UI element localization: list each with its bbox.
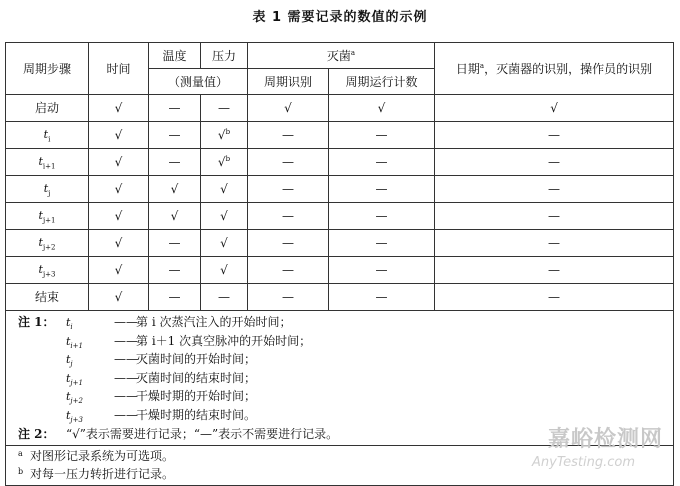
cell-cycle-counter: — xyxy=(329,149,435,176)
cell-date: — xyxy=(435,176,674,203)
step-label: t xyxy=(38,208,43,222)
note-symbol-t: t xyxy=(66,316,71,329)
step-subscript: i+1 xyxy=(42,162,56,171)
step-label: t xyxy=(38,235,43,249)
watermark-cn: 嘉峪检测网 xyxy=(548,427,664,452)
header-sterilizer xyxy=(248,43,435,69)
pressure-mark: b xyxy=(225,128,231,136)
step-label: t xyxy=(43,127,49,141)
cell-step xyxy=(6,176,89,203)
cell-date: √ xyxy=(435,95,674,122)
cell-temperature: — xyxy=(149,122,201,149)
cell-cycle-counter: — xyxy=(329,230,435,257)
step-subscript: j+3 xyxy=(42,270,56,279)
cell-date: — xyxy=(435,257,674,284)
note-text: 干燥时期的结束时间。 xyxy=(136,407,257,422)
cell-pressure xyxy=(201,257,248,284)
footnote-text: 对图形记录系统为可选项。 xyxy=(30,449,175,464)
table-row xyxy=(6,95,674,122)
cell-time: √ xyxy=(89,284,149,311)
table-caption: 表 1 需要记录的数值的示例 xyxy=(252,10,428,25)
cell-cycle-id: — xyxy=(248,149,329,176)
note-symbol-sub: j+1 xyxy=(70,378,83,387)
cell-pressure xyxy=(201,95,248,122)
cell-cycle-id: — xyxy=(248,122,329,149)
table-row xyxy=(6,257,674,284)
step-label: 结束 xyxy=(34,289,59,304)
header-date-mark: a xyxy=(479,62,485,70)
cell-cycle-id: √ xyxy=(248,95,329,122)
cell-temperature: — xyxy=(149,257,201,284)
header-pressure: 压力 xyxy=(201,43,248,69)
note-2-text: “√”表示需要进行记录；“—”表示不需要进行记录。 xyxy=(66,426,339,441)
table-row xyxy=(6,203,674,230)
header-date xyxy=(435,43,674,95)
note-1-line xyxy=(18,350,673,369)
note-text: 干燥时期的开始时间； xyxy=(136,389,257,404)
cell-cycle-counter: — xyxy=(329,284,435,311)
note-dash: —— xyxy=(114,389,138,404)
cell-time: √ xyxy=(89,230,149,257)
header-measured: （测量值） xyxy=(149,69,248,95)
footnote-mark: a xyxy=(18,449,23,459)
note-dash: —— xyxy=(114,333,138,348)
note-text: 灭菌时间的结束时间； xyxy=(136,370,257,385)
cell-step xyxy=(6,122,89,149)
cell-pressure xyxy=(201,284,248,311)
watermark-en: AnyTesting.com xyxy=(532,455,636,470)
cell-step xyxy=(6,284,89,311)
cell-cycle-id: — xyxy=(248,176,329,203)
cell-cycle-id: — xyxy=(248,230,329,257)
cell-temperature: √ xyxy=(149,176,201,203)
cell-cycle-counter: — xyxy=(329,203,435,230)
cell-temperature: — xyxy=(149,149,201,176)
note-symbol-t: t xyxy=(66,334,71,348)
cell-cycle-counter: — xyxy=(329,257,435,284)
cell-cycle-id: — xyxy=(248,284,329,311)
note-dash: —— xyxy=(114,407,138,422)
note-symbol-sub: i+1 xyxy=(70,341,83,350)
step-label: t xyxy=(43,181,49,195)
note-symbol-t: t xyxy=(66,371,71,385)
cell-date: — xyxy=(435,149,674,176)
cell-time: √ xyxy=(89,95,149,122)
cell-pressure xyxy=(201,122,248,149)
header-sterilizer-label: 灭菌 xyxy=(326,49,351,63)
pressure-value: √ xyxy=(220,182,228,196)
header-temperature: 温度 xyxy=(149,43,201,69)
cell-step xyxy=(6,95,89,122)
cell-pressure xyxy=(201,176,248,203)
note-dash: —— xyxy=(114,352,138,367)
pressure-value: — xyxy=(218,290,230,304)
cell-date: — xyxy=(435,203,674,230)
header-cycle-counter: 周期运行计数 xyxy=(329,69,435,95)
header-date-rest: ，灭菌器的识别，操作员的识别 xyxy=(484,62,653,76)
note-text: 灭菌时间的开始时间； xyxy=(136,352,257,367)
cell-cycle-id: — xyxy=(248,257,329,284)
cell-cycle-counter: √ xyxy=(329,95,435,122)
step-label: 启动 xyxy=(34,100,59,115)
step-subscript: j+2 xyxy=(42,243,56,252)
table-row xyxy=(6,176,674,203)
pressure-value: √ xyxy=(217,128,226,142)
note-dash: —— xyxy=(114,315,138,329)
note-symbol-t: t xyxy=(66,353,71,367)
step-subscript: i xyxy=(48,135,51,144)
cell-date: — xyxy=(435,284,674,311)
cell-date: — xyxy=(435,230,674,257)
cell-time: √ xyxy=(89,149,149,176)
pressure-value: √ xyxy=(220,263,228,277)
table-row xyxy=(6,284,674,311)
note-1-line xyxy=(18,369,673,388)
pressure-value: √ xyxy=(220,236,228,250)
header-date-label: 日期 xyxy=(455,62,480,76)
cell-cycle-counter: — xyxy=(329,176,435,203)
cell-step xyxy=(6,257,89,284)
note-1-label: 注 1： xyxy=(18,315,55,329)
header-step: 周期步骤 xyxy=(6,43,89,95)
note-symbol-t: t xyxy=(66,390,71,404)
note-symbol-sub: j+2 xyxy=(70,397,83,406)
footnote-mark: b xyxy=(18,466,24,476)
pressure-value: √ xyxy=(220,209,228,223)
cell-temperature: — xyxy=(149,230,201,257)
cell-step xyxy=(6,203,89,230)
table-row xyxy=(6,149,674,176)
cell-pressure xyxy=(201,203,248,230)
pressure-value: √ xyxy=(217,155,226,169)
step-label: t xyxy=(38,154,43,168)
cell-time: √ xyxy=(89,203,149,230)
pressure-mark: b xyxy=(225,155,231,163)
cell-temperature: √ xyxy=(149,203,201,230)
note-1-line xyxy=(18,332,673,351)
note-text: 第 i＋1 次真空脉冲的开始时间； xyxy=(136,333,312,348)
cell-step xyxy=(6,230,89,257)
cell-pressure xyxy=(201,230,248,257)
note-symbol-sub: j xyxy=(70,360,73,369)
note-1-line xyxy=(18,313,673,332)
pressure-value: — xyxy=(218,101,230,115)
cell-time: √ xyxy=(89,122,149,149)
step-subscript: j+1 xyxy=(42,216,56,225)
note-2-label: 注 2： xyxy=(18,426,55,441)
footnote-text: 对每一压力转折进行记录。 xyxy=(30,466,175,481)
step-label: t xyxy=(38,262,43,276)
header-sterilizer-mark: a xyxy=(350,49,356,57)
note-text: 第 i 次蒸汽注入的开始时间； xyxy=(136,315,292,329)
cell-pressure xyxy=(201,149,248,176)
note-symbol-sub: i xyxy=(70,323,73,332)
note-symbol-t: t xyxy=(66,408,71,422)
note-symbol-sub: j+3 xyxy=(70,416,83,425)
cell-time: √ xyxy=(89,257,149,284)
table-row xyxy=(6,122,674,149)
cell-cycle-id: — xyxy=(248,203,329,230)
note-dash: —— xyxy=(114,370,138,385)
header-time: 时间 xyxy=(89,43,149,95)
header-cycle-id: 周期识别 xyxy=(248,69,329,95)
note-1-line xyxy=(18,387,673,406)
cell-temperature: — xyxy=(149,284,201,311)
step-subscript: j xyxy=(48,189,51,198)
cell-time: √ xyxy=(89,176,149,203)
cell-temperature: — xyxy=(149,95,201,122)
cell-date: — xyxy=(435,122,674,149)
table-row xyxy=(6,230,674,257)
cell-step xyxy=(6,149,89,176)
records-table xyxy=(5,42,674,486)
cell-cycle-counter: — xyxy=(329,122,435,149)
